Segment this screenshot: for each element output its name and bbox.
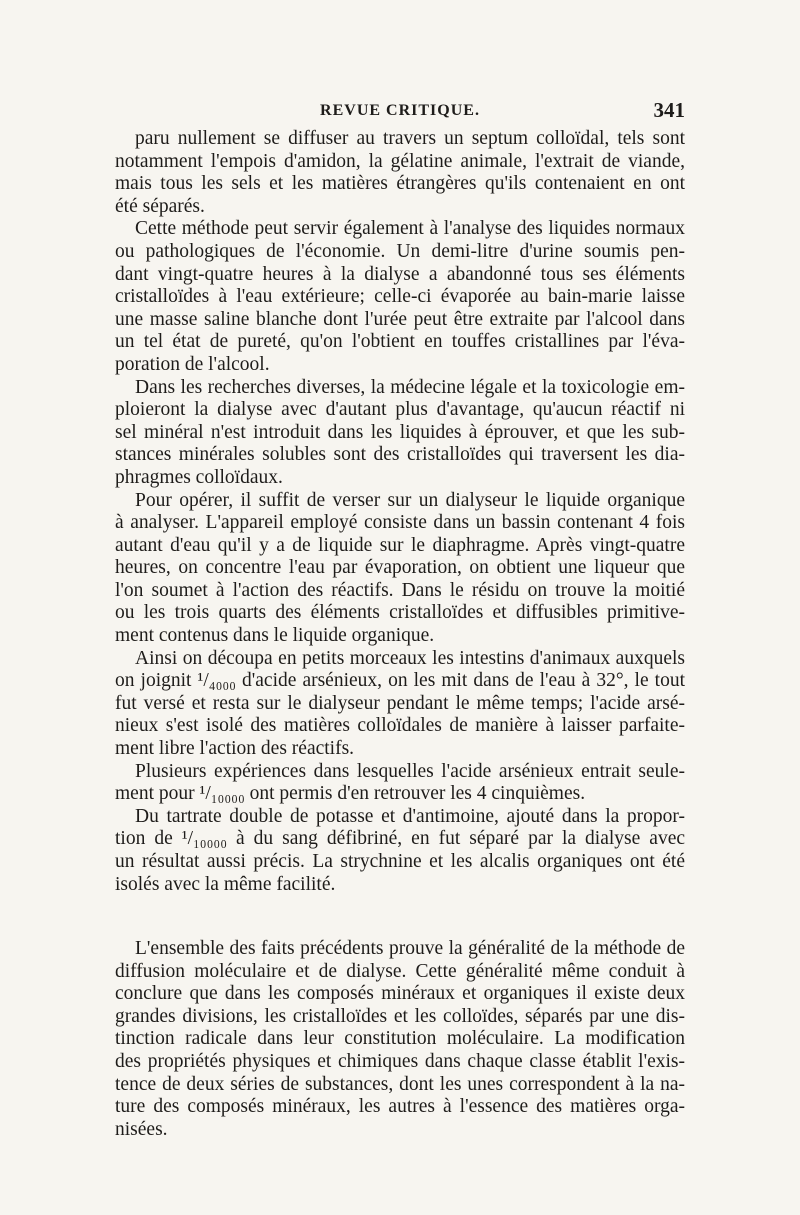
- paragraph: [115, 761, 685, 806]
- text-line: autant d'eau qu'il y a de liquide sur le diaphragme. Après vingt-quatre: [115, 534, 685, 556]
- text-line: Cette méthode peut servir également à l'analyse des liquides normaux: [135, 218, 685, 240]
- text-line: mais tous les sels et les matières étrangères qu'ils contenaient en ont: [115, 173, 685, 195]
- text-line: poration de l'alcool.: [115, 353, 270, 375]
- text-line: Dans les recherches diverses, la médecine légale et la toxicologie em-: [135, 376, 685, 398]
- text-line: Pour opérer, il suffit de verser sur un dialyseur le liquide organique: [135, 489, 685, 511]
- text-line: ment contenus dans le liquide organique.: [115, 625, 435, 647]
- page-number: 341: [653, 98, 685, 122]
- text-line: phragmes colloïdaux.: [115, 466, 283, 488]
- paragraph: [115, 648, 685, 761]
- text-line: Plusieurs expériences dans lesquelles l'acide arsénieux entrait seule-: [135, 760, 685, 782]
- text-line: une masse saline blanche dont l'urée peut être extraite par l'alcool dans: [115, 308, 685, 330]
- page-header: [115, 98, 685, 126]
- text-line: ment pour ¹/₁₀₀₀₀ ont permis d'en retrouver les 4 cinquièmes.: [115, 783, 586, 805]
- text-line: tinction radicale dans leur constitution moléculaire. La modification: [115, 1028, 685, 1050]
- text-line: des propriétés physiques et chimiques dans chaque classe établit l'exis-: [115, 1050, 685, 1072]
- text-line: dant vingt-quatre heures à la dialyse a abandonné tous ses éléments: [115, 263, 685, 285]
- text-line: Ainsi on découpa en petits morceaux les intestins d'animaux auxquels: [135, 647, 685, 669]
- text-line: l'on soumet à l'action des réactifs. Dans le résidu on trouve la moitié: [115, 579, 685, 601]
- text-line: cristalloïdes à l'eau extérieure; celle-ci évaporée au bain-marie laisse: [115, 286, 685, 308]
- paragraph: [115, 377, 685, 490]
- text-line: on joignit ¹/₄₀₀₀ d'acide arsénieux, on les mit dans de l'eau à 32°, le tout: [115, 670, 685, 692]
- text-line: heures, on concentre l'eau par évaporation, on obtient une liqueur que: [115, 557, 685, 579]
- text-line: fut versé et resta sur le dialyseur pendant le même temps; l'acide arsé-: [115, 692, 685, 714]
- text-line: tion de ¹/₁₀₀₀₀ à du sang défibriné, en fut séparé par la dialyse avec: [115, 828, 685, 850]
- text-line: sel minéral n'est introduit dans les liquides à éprouver, et que les sub-: [115, 421, 685, 443]
- main-text: [115, 128, 685, 896]
- text-line: grandes divisions, les cristalloïdes et les colloïdes, séparés par une dis-: [115, 1005, 685, 1027]
- running-title: REVUE CRITIQUE.: [320, 102, 480, 119]
- text-line: L'ensemble des faits précédents prouve la généralité de la méthode de: [135, 938, 685, 959]
- paragraph: [115, 490, 685, 648]
- paragraph: [115, 218, 685, 376]
- text-line: ou les trois quarts des éléments cristalloïdes et diffusibles primitive-: [115, 602, 685, 624]
- paragraph: [115, 806, 685, 896]
- text-line: isolés avec la même facilité.: [115, 873, 336, 895]
- text-line: diffusion moléculaire et de dialyse. Cette généralité même conduit à: [115, 960, 685, 982]
- text-line: ment libre l'action des réactifs.: [115, 738, 355, 760]
- text-line: été séparés.: [115, 195, 205, 217]
- conclusion-paragraph: [115, 938, 685, 1141]
- text-line: ploieront la dialyse avec d'autant plus d'avantage, qu'aucun réactif ni: [115, 399, 685, 421]
- text-line: paru nullement se diffuser au travers un septum colloïdal, tels sont: [135, 128, 685, 149]
- text-line: conclure que dans les composés minéraux et organiques il existe deux: [115, 983, 685, 1005]
- text-line: nieux s'est isolé des matières colloïdales de manière à laisser parfaite-: [115, 715, 685, 737]
- paragraph: [115, 128, 685, 218]
- text-line: nisées.: [115, 1118, 168, 1140]
- text-line: ou pathologiques de l'économie. Un demi-litre d'urine soumis pen-: [115, 240, 685, 262]
- text-line: ture des composés minéraux, les autres à l'essence des matières orga-: [115, 1096, 685, 1118]
- text-line: Du tartrate double de potasse et d'antimoine, ajouté dans la propor-: [135, 805, 685, 827]
- text-line: stances minérales solubles sont des cristalloïdes qui traversent les dia-: [115, 444, 685, 466]
- text-line: un tel état de pureté, qu'on l'obtient en touffes cristallines par l'éva-: [115, 331, 685, 353]
- text-line: tence de deux séries de substances, dont les unes correspondent à la na-: [115, 1073, 685, 1095]
- text-line: à analyser. L'appareil employé consiste dans un bassin contenant 4 fois: [115, 512, 685, 534]
- text-line: un résultat aussi précis. La strychnine et les alcalis organiques ont été: [115, 851, 685, 872]
- text-line: notamment l'empois d'amidon, la gélatine animale, l'extrait de viande,: [115, 150, 685, 172]
